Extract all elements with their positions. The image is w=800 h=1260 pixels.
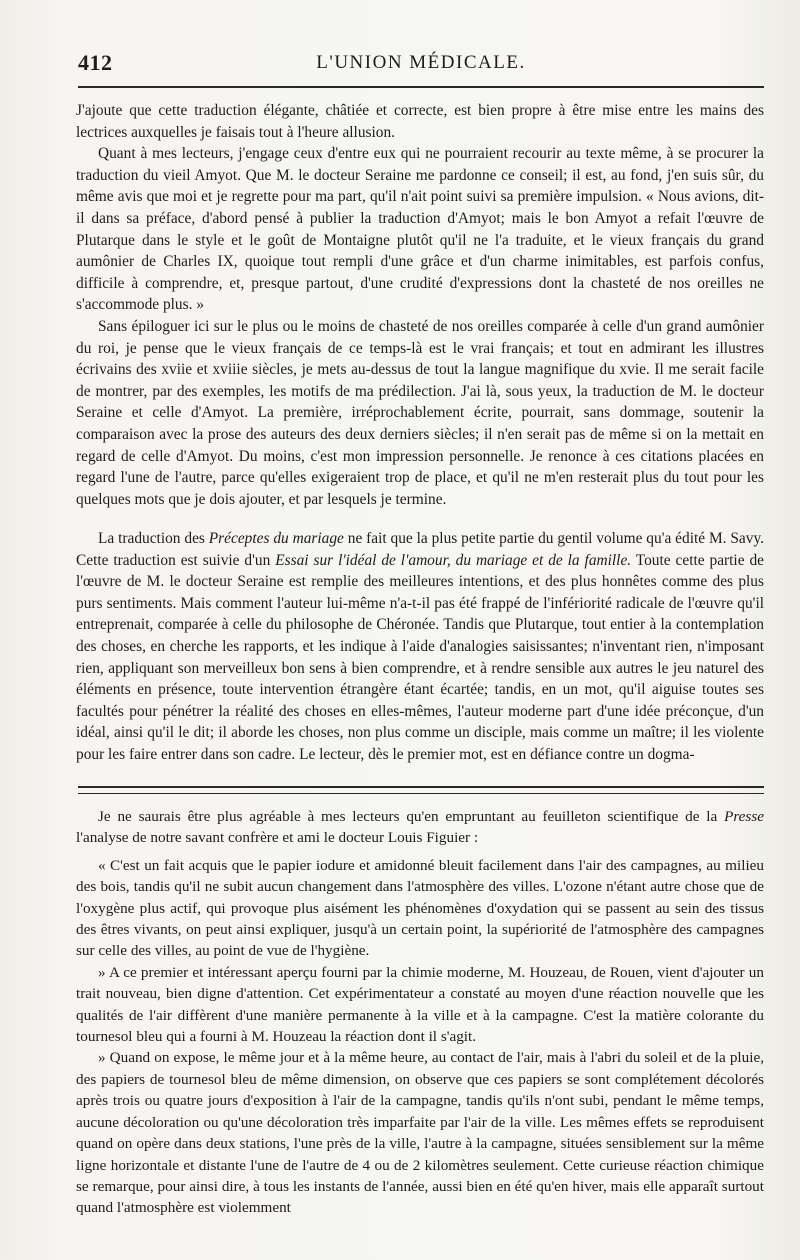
header-rule [78,86,764,88]
paragraph [76,806,764,849]
essay-title: Essai sur l'idéal de l'amour, du mariage et de la famille. [275,551,632,569]
scientific-feuilleton-block [76,806,764,1219]
quoted-paragraph: » A ce premier et intéressant aperçu fourni par la chimie moderne, M. Houzeau, de Rouen, vient d'ajouter un trait nouveau, bien digne d'attention. Cet expérimentateur a constaté au moyen d'une réaction nouvelle que les qualités de l'air diffèrent d'une manière permanente à la ville et à la campagne. C'est la matière colorante du tournesol bleu qui a fourni à M. Houzeau la réaction dont il s'agit. [76,963,764,1046]
paragraph: Sans épiloguer ici sur le plus ou le moins de chasteté de nos oreilles comparée à celle d'un grand aumônier du roi, je pense que le vieux français de ce temps-là est le vrai français; et tout en admirant les illustres écrivains des xviie et xviiie siècles, je mets au-dessus de tout la langue magnifique du xvie. Il me serait facile de montrer, par des exemples, les motifs de ma prédilection. J'ai là, sous yeux, la traduction de M. le docteur Seraine et celle d'Amyot. La première, irréprochablement écrite, pourrait, sans dommage, soutenir la comparaison avec la prose des auteurs des deux derniers siècles; il n'en serait pas de même si on la mettait en regard de celle d'Amyot. Du moins, c'est mon impression personnelle. Je renonce à ces citations placées en regard l'une de l'autre, parce qu'elles exigeraient trop de place, et qu'il ne m'en resterait plus du tout pour les quelques mots que je dois ajouter, et par lesquels je termine. [76,317,764,508]
quoted-paragraph: « C'est un fait acquis que le papier iodure et amidonné bleuit facilement dans l'air des campagnes, au milieu des bois, tandis qu'il ne subit aucun changement dans l'atmosphère des villes. L'ozone n'étant autre chose que de l'oxygène plus actif, qui provoque plus aisément les phénomènes d'oxydation qui se passent au sein des tissus des êtres vivants, on peut ainsi expliquer, jusqu'à un certain point, la supériorité de l'atmosphère des campagnes sur celle des villes, au point de vue de l'hygiène. [76,856,764,960]
text-run: ne fait que la plus petite partie du gentil volume qu'a édité M. Savy. Cette traduction est suivie d'un [76,530,764,569]
paragraph [76,528,764,766]
newspaper-title: Presse [724,808,764,825]
text-run: l'analyse de notre savant confrère et ami le docteur Louis Figuier : [76,829,479,847]
quoted-paragraph: » Quand on expose, le même jour et à la même heure, au contact de l'air, mais à l'abri du soleil et de la pluie, des papiers de tournesol bleu de même dimension, on observe que ces papiers se sont complétement décolorés après trois ou quatre jours d'exposition à l'air de la campagne, tandis qu'ils n'ont subi, pendant le même temps, aucune décoloration ou qu'une décoloration très imparfaite par l'air de la ville. Les mêmes effets se reproduisent quand on opère dans deux stations, l'une près de la ville, l'autre à la campagne, situées sensiblement sur la même ligne horizontale et distante l'une de l'autre de 4 ou de 2 kilomètres seulement. Cette curieuse réaction chimique se remarque, pour ainsi dire, à tous les instants de l'année, aussi bien en été qu'en hiver, mais elle apparaît surtout quand l'atmosphère est violemment [76,1049,764,1217]
text-run: La traduction des [98,530,209,547]
page-header [78,48,764,78]
paragraph: Quant à mes lecteurs, j'engage ceux d'entre eux qui ne pourraient recourir au texte même, à se procurer la traduction du vieil Amyot. Que M. le docteur Seraine me pardonne ce conseil; il est, au fond, j'en suis sûr, du même avis que moi et je regrette pour ma part, qu'il n'ait point suivi sa première impulsion. « Nous avions, dit-il dans sa préface, d'abord pensé à publier la traduction d'Amyot; mais le bon Amyot a refait l'œuvre de Plutarque dans le style et le goût de Montaigne plutôt qu'il ne l'a traduite, et le vieux français du grand aumônier de Charles IX, quoique tout rempli d'une grâce et d'un charme inimitables, est parfois confus, difficile à comprendre, et, presque partout, d'une crudité d'expressions dont la chasteté de nos oreilles ne s'accommode plus. » [76,145,764,314]
page-number: 412 [78,50,113,75]
text-run: Toute cette partie de l'œuvre de M. le docteur Seraine est remplie des meilleures intentions, et des plus honnêtes comme des plus purs sentiments. Mais comment l'auteur lui-même n'a-t-il pas été frappé de l'infériorité radicale de l'œuvre qu'il entreprenait, comparée à celle du philosophe de Chéronée. Tandis que Plutarque, tout entier à la contemplation des choses, en cherche les rapports, et les indique à l'aide d'analogies saisissantes; n'inventant rien, n'imposant rien, appliquant son merveilleux bon sens à bien comprendre, et à rendre sensible aux autres le jeu naturel des éléments en présence, toute intervention étrangère étant écartée; tandis, en un mot, qu'il aiguise toutes ses facultés pour pénétrer la réalité des choses en elles-mêmes, l'auteur moderne part d'une idée préconçue, d'un idéal, ainsi qu'il le dit; il aborde les choses, non plus comme un disciple, mais comme un maître; il les violente pour les faire entrer dans son cadre. Le lecteur, dès le premier mot, est en défiance contre un dogma- [76,551,764,763]
text-run: Je ne saurais être plus agréable à mes lecteurs qu'en empruntant au feuilleton scientifique de la [98,808,725,825]
review-second-section [76,528,764,766]
running-head: L'UNION MÉDICALE. [316,52,526,73]
review-continuation-block [76,100,764,510]
paragraph: J'ajoute que cette traduction élégante, châtiée et correcte, est bien propre à être mise entre les mains des lectrices auxquelles je faisais tout à l'heure allusion. [76,102,764,141]
section-separator [78,786,764,794]
book-title: Préceptes du mariage [208,530,344,547]
